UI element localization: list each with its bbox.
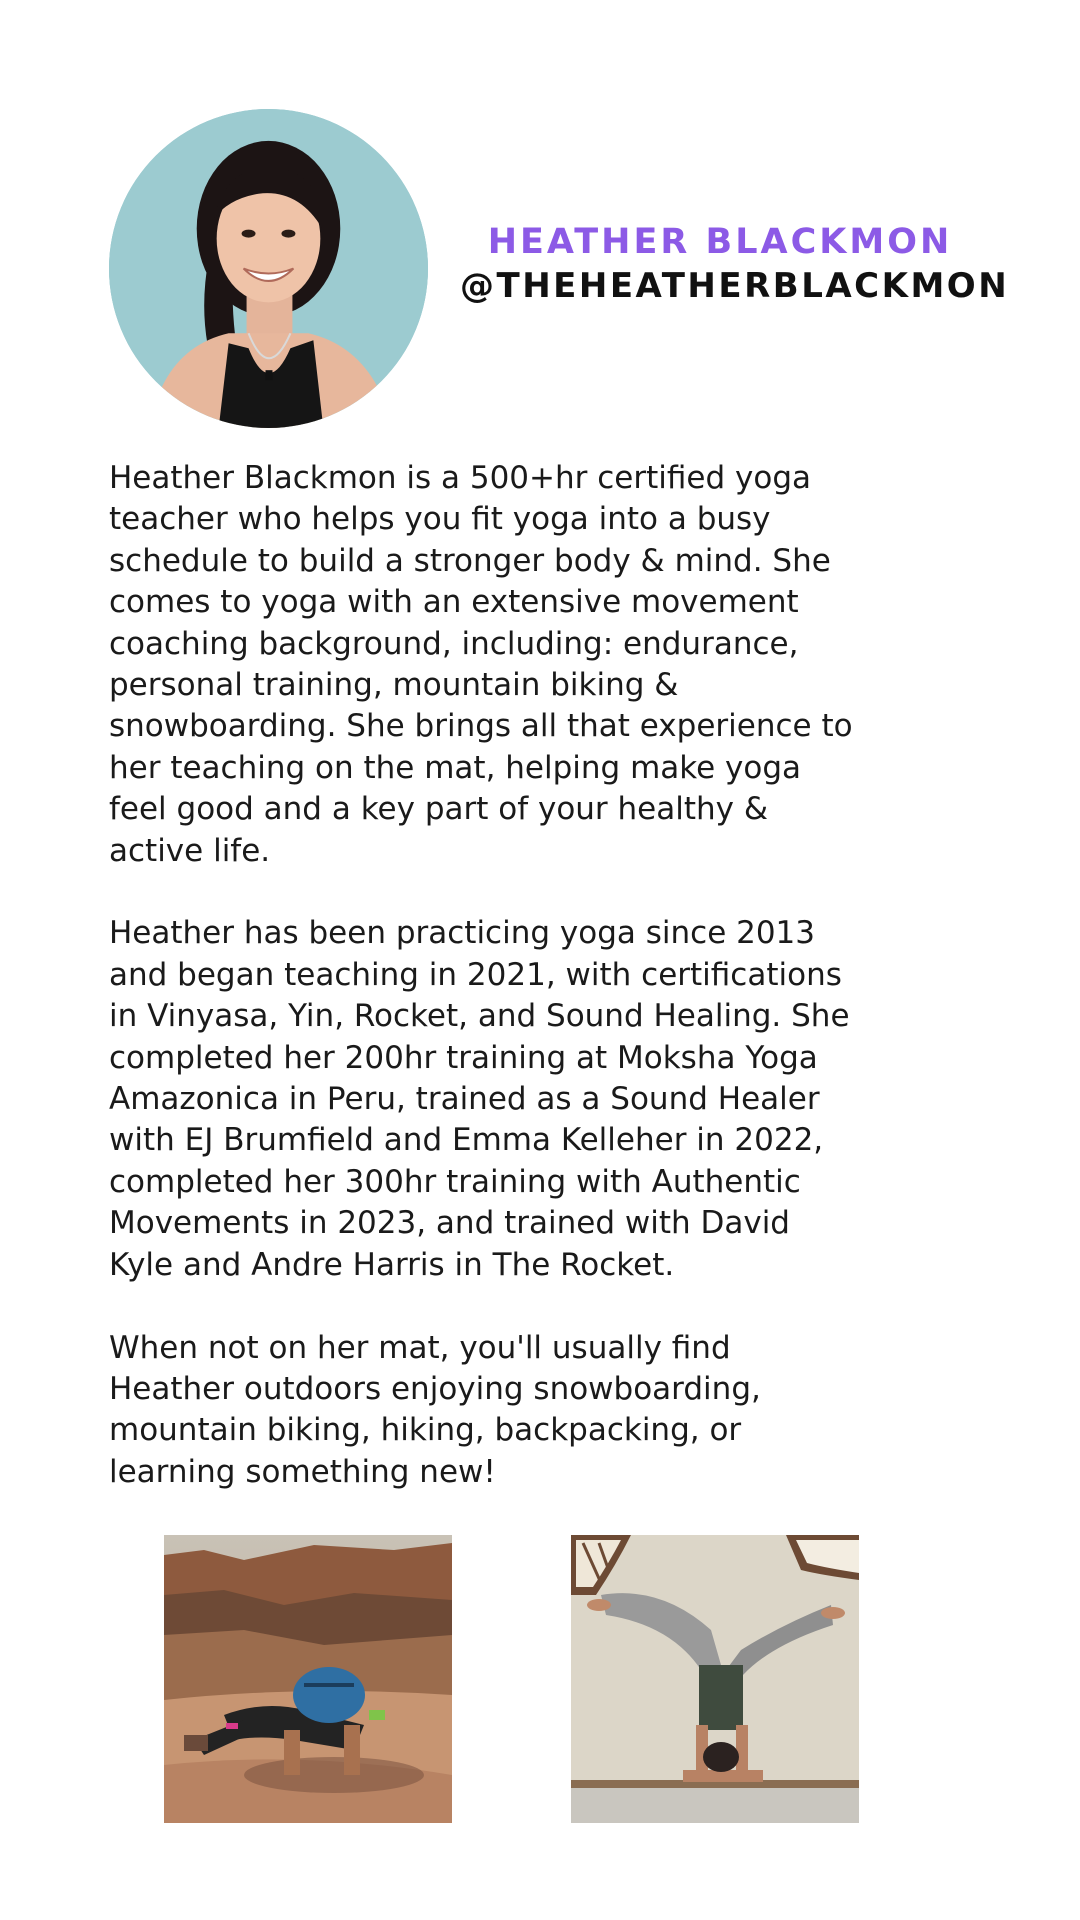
- forearm-stand-image: [571, 1535, 859, 1823]
- avatar-portrait-image: [109, 109, 428, 428]
- profile-header: [460, 220, 1010, 308]
- forearm-stand-photo: [571, 1535, 859, 1823]
- profile-name: HEATHER BLACKMON: [487, 222, 953, 262]
- bio-paragraph-1: Heather Blackmon is a 500+hr certified yoga teacher who helps you fit yoga into a busy schedule to build a stronger body & mind. She comes to yoga with an extensive movement coaching background, including: endurance, personal training, mountain biking & snowboarding. She brings all that experience to her teaching on the mat, helping make yoga feel good and a key part of your healthy & active life.: [109, 460, 853, 869]
- profile-handle: @THEHEATHERBLACKMON: [460, 266, 1010, 306]
- canyon-yoga-image: [164, 1535, 452, 1823]
- bio-paragraph-3: When not on her mat, you'll usually find Heather outdoors enjoying snowboarding, mountain biking, hiking, backpacking, or learning something new!: [109, 1329, 761, 1490]
- bio-paragraph-2: Heather has been practicing yoga since 2013 and began teaching in 2021, with certifications in Vinyasa, Yin, Rocket, and Sound Healing. She completed her 200hr training at Moksha Yoga Amazonica in Peru, trained as a Sound Healer with EJ Brumfield and Emma Kelleher in 2022, completed her 300hr training with Authentic Movements in 2023, and trained with David Kyle and Andre Harris in The Rocket.: [109, 915, 850, 1283]
- canyon-yoga-pose-photo: [164, 1535, 452, 1823]
- bio-section: [109, 458, 989, 1535]
- profile-avatar: [109, 109, 428, 428]
